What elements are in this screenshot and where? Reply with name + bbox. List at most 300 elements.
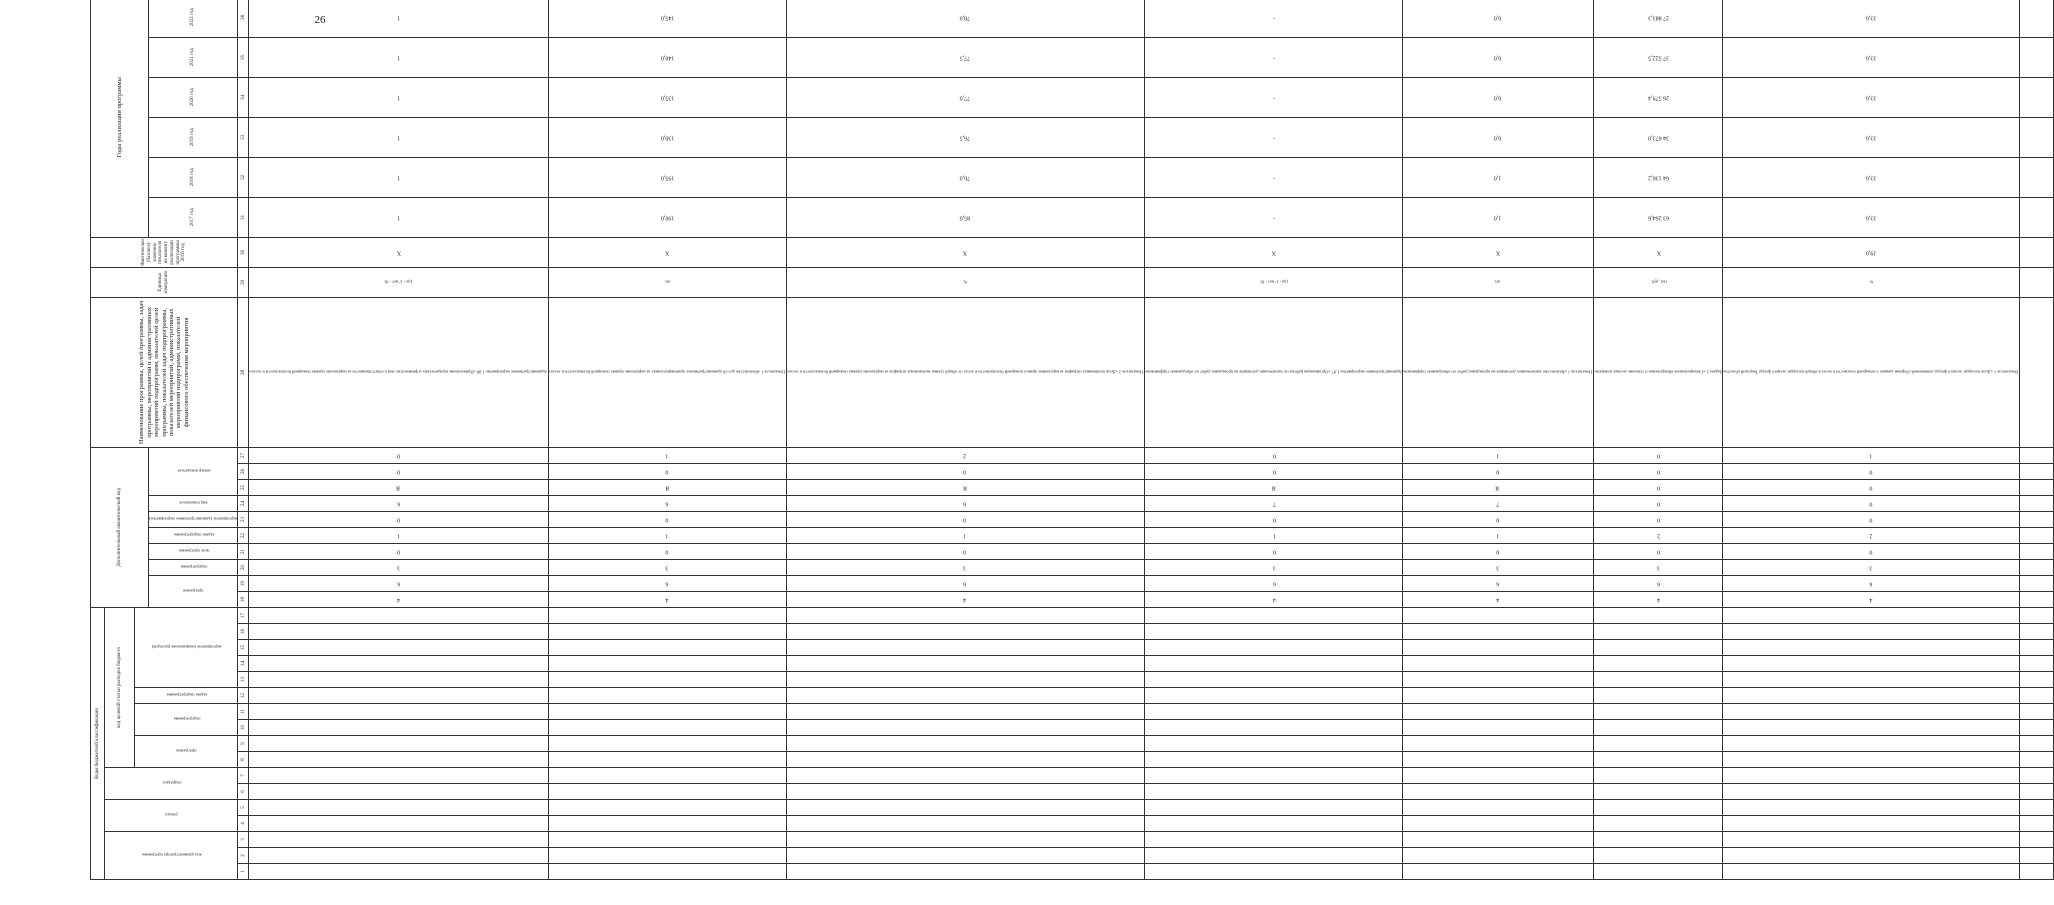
row-year-value: 33,6 [1723, 157, 2019, 197]
measure-code-header: мероприятие (направление расходов) [135, 608, 238, 688]
row-year-value: 140,0 [548, 37, 786, 77]
empty-code-cell [1594, 656, 1723, 672]
analytic-code-cell: 0 [1145, 447, 1403, 463]
empty-code-cell [548, 672, 786, 688]
year-2022-header: 2022 год [149, 0, 238, 37]
empty-code-cell [1402, 832, 1593, 848]
column-number: 14 [238, 656, 249, 672]
analytic-code-cell: Я [1402, 480, 1593, 496]
empty-code-cell [548, 848, 786, 864]
empty-code-cell [1723, 608, 2019, 624]
empty-code-cell [249, 608, 548, 624]
row-year-value: 76,5 [786, 117, 1144, 157]
analytic-code-cell: 4 [1402, 592, 1593, 608]
empty-code-cell [786, 624, 1144, 640]
analytic-code-cell: 0 [1594, 512, 1723, 528]
column-number: 5 [238, 800, 249, 816]
empty-code-cell [1402, 704, 1593, 720]
column-number: 24 [238, 496, 249, 512]
empty-code-cell [1402, 752, 1593, 768]
row-name-cell: Показатель 1 «Количество дел об административных правонарушениях за нарушение правил пожарной безопасности в лесах» [548, 297, 786, 447]
analytic-code-cell: 0 [1594, 496, 1723, 512]
rotated-table-wrapper [90, 8, 2019, 880]
row-unit-cell: шт. [548, 267, 786, 297]
column-number: 15 [238, 640, 249, 656]
analytic-code-cell: 0 [249, 512, 548, 528]
section-header: раздел [105, 800, 238, 832]
empty-code-cell [1145, 768, 1403, 784]
row-year-value: 78,0 [786, 0, 1144, 37]
empty-code-cell [1723, 848, 2019, 864]
analytic-code-cell: 4 [548, 592, 786, 608]
empty-code-cell [1402, 816, 1593, 832]
column-number: 18 [238, 592, 249, 608]
column-number: 11 [238, 704, 249, 720]
analytic-code-cell: 3 [1723, 560, 2019, 576]
row-year-value: - [1145, 0, 1403, 37]
analytic-code-cell: 3 [786, 560, 1144, 576]
column-number: 8 [238, 752, 249, 768]
empty-code-cell [786, 848, 1144, 864]
row-year-value: 195,0 [548, 157, 786, 197]
empty-code-cell [548, 736, 786, 752]
analytic-code-cell: 0 [1723, 480, 2019, 496]
analytic-code-cell: 2 [786, 447, 1144, 463]
row-name-cell: Задача 2 «Своевременное обнаружение и тушение лесных пожаров» [1594, 297, 1723, 447]
column-number: 12 [238, 688, 249, 704]
row-year-value: 1 [249, 77, 548, 117]
empty-code-cell [249, 800, 548, 816]
a-measure-header: мероприятие (административное мероприятие) [149, 512, 238, 528]
a-subprogram-header: подпрограмма [149, 560, 238, 576]
row-name-cell: Показатель 1 «Количество заключенных договоров на проведение работ по обводнению торфяников» [1402, 297, 1593, 447]
empty-code-cell [1402, 864, 1593, 880]
analytic-code-cell: 0 [1402, 464, 1593, 480]
column-number: 20 [238, 560, 249, 576]
row-year-value: 33,6 [1723, 0, 2019, 37]
row-year-value: 1 [249, 197, 548, 237]
empty-code-cell [249, 672, 548, 688]
analytic-code-cell: 1 [1402, 528, 1593, 544]
analytic-code-cell: 0 [786, 544, 1144, 560]
row-unit-cell: (да - 1/ нет - 0) [249, 267, 548, 297]
empty-code-cell [1594, 816, 1723, 832]
empty-code-cell [1594, 784, 1723, 800]
empty-code-cell [548, 656, 786, 672]
analytic-code-cell: 3 [1145, 560, 1403, 576]
empty-code-cell [1402, 624, 1593, 640]
row-year-value: 34 673,0 [1594, 117, 1723, 157]
analytic-code-cell: 3 [1594, 560, 1723, 576]
fact-column-header: Фактическое (базовое) значение показателя на момент реализации программы 2016 год [91, 237, 238, 267]
row-year-value: 63 264,6 [1594, 197, 1723, 237]
row-year-value: 26 579,4 [1594, 77, 1723, 117]
year-2021-header: 2021 год [149, 37, 238, 77]
analytic-code-cell: 0 [1723, 544, 2019, 560]
empty-code-cell [548, 768, 786, 784]
empty-code-cell [1145, 752, 1403, 768]
table-row [249, 0, 548, 880]
analytic-code-cell: 0 [786, 512, 1144, 528]
empty-code-cell [249, 768, 548, 784]
empty-code-cell [1723, 816, 2019, 832]
analytic-code-cell: Я [786, 480, 1144, 496]
empty-code-cell [786, 736, 1144, 752]
empty-code-cell [786, 832, 1144, 848]
column-number: 1 [238, 864, 249, 880]
program-code-header: программа [135, 736, 238, 768]
a-indicator-num-header: номер показателя [149, 447, 238, 495]
empty-code-cell [1723, 704, 2019, 720]
year-2018-header: 2018 год [149, 157, 238, 197]
empty-code-cell [1594, 672, 1723, 688]
empty-code-cell [1723, 624, 2019, 640]
column-number: 21 [238, 544, 249, 560]
empty-code-cell [249, 864, 548, 880]
column-number: 33 [238, 117, 249, 157]
analytic-code-cell: 7 [1402, 496, 1593, 512]
a-indicator-type-header: вид показателя [149, 496, 238, 512]
column-number: 10 [238, 720, 249, 736]
empty-code-cell [249, 736, 548, 752]
empty-code-cell [1594, 848, 1723, 864]
task-code-header: задача подпрограммы [135, 688, 238, 704]
column-number: 3 [238, 832, 249, 848]
empty-code-cell [786, 768, 1144, 784]
analytic-code-cell: 1 [1402, 447, 1593, 463]
empty-code-cell [249, 624, 548, 640]
row-unit-cell: % [1723, 267, 2019, 297]
empty-code-cell [1145, 800, 1403, 816]
empty-code-cell [249, 784, 548, 800]
empty-code-cell [1594, 752, 1723, 768]
analytic-code-cell: 0 [548, 512, 786, 528]
row-year-value: 64 130,2 [1594, 157, 1723, 197]
row-year-value: 33,6 [1723, 117, 2019, 157]
empty-code-cell [786, 720, 1144, 736]
column-number: 35 [238, 37, 249, 77]
row-fact-cell: Х [1594, 237, 1723, 267]
empty-code-cell [1145, 704, 1403, 720]
empty-code-cell [1402, 736, 1593, 752]
column-number: 17 [238, 608, 249, 624]
analytic-code-cell: 2 [1723, 528, 2019, 544]
analytic-code-cell: 4 [249, 592, 548, 608]
analytic-code-cell: 0 [1723, 464, 2019, 480]
row-year-value: 1,0 [1402, 197, 1593, 237]
empty-code-cell [1594, 608, 1723, 624]
column-number: 22 [238, 528, 249, 544]
empty-code-cell [1594, 720, 1723, 736]
row-fact-cell: Х [1145, 237, 1403, 267]
column-number: 7 [238, 768, 249, 784]
subprogram-code-header: подпрограмма [135, 704, 238, 736]
row-name-cell: Административное мероприятие 1.07 «Организация работы по заключению договоров на проведение работ по обводнению торфяников» [1145, 297, 1403, 447]
row-year-value: 77,0 [786, 77, 1144, 117]
empty-code-cell [1723, 720, 2019, 736]
row-fact-cell: Х [786, 237, 1144, 267]
empty-code-cell [548, 704, 786, 720]
analytic-code-cell: 0 [249, 544, 548, 560]
analytic-code-cell: 6 [249, 496, 548, 512]
analytic-code-cell: 6 [786, 496, 1144, 512]
empty-code-cell [1145, 720, 1403, 736]
empty-code-cell [1402, 720, 1593, 736]
empty-code-cell [1594, 800, 1723, 816]
row-year-value: 145,0 [548, 0, 786, 37]
analytic-code-cell: 0 [1145, 512, 1403, 528]
analytic-code-cell: 0 [1594, 544, 1723, 560]
column-number: 34 [238, 77, 249, 117]
column-number: 30 [238, 237, 249, 267]
column-number: 36 [238, 0, 249, 37]
empty-code-cell [1145, 688, 1403, 704]
column-number: 26 [238, 464, 249, 480]
empty-code-cell [1145, 848, 1403, 864]
analytic-code-cell: Я [548, 480, 786, 496]
row-year-value: 135,0 [548, 77, 786, 117]
empty-code-cell [1723, 640, 2019, 656]
empty-code-cell [249, 752, 548, 768]
empty-code-cell [249, 656, 548, 672]
empty-code-cell [1145, 608, 1403, 624]
addcode-group-header: Дополнительный аналитический код [91, 447, 149, 607]
empty-code-cell [786, 704, 1144, 720]
analytic-code-cell: 0 [249, 447, 548, 463]
column-number: 4 [238, 816, 249, 832]
row-year-value: 190,0 [548, 197, 786, 237]
row-year-value: 0,0 [1402, 77, 1593, 117]
empty-code-cell [249, 704, 548, 720]
column-number: 6 [238, 784, 249, 800]
row-year-value: 1,0 [1402, 157, 1593, 197]
empty-code-cell [1402, 688, 1593, 704]
analytic-code-cell: 4 [1145, 592, 1403, 608]
row-year-value: 1 [249, 0, 548, 37]
empty-code-cell [786, 672, 1144, 688]
analytic-code-cell: 3 [548, 560, 786, 576]
column-number: 13 [238, 672, 249, 688]
row-fact-cell: 19,0 [1723, 237, 2019, 267]
empty-code-cell [786, 608, 1144, 624]
row-year-value: 27 883,3 [1594, 0, 1723, 37]
empty-code-cell [1723, 784, 2019, 800]
empty-code-cell [548, 608, 786, 624]
row-fact-cell: Х [249, 237, 548, 267]
empty-code-cell [548, 784, 786, 800]
empty-row [2019, 0, 2053, 880]
empty-code-cell [1402, 768, 1593, 784]
analytic-code-cell: 2 [1594, 528, 1723, 544]
row-unit-cell: % [786, 267, 1144, 297]
empty-code-cell [548, 688, 786, 704]
table-row [1723, 0, 2019, 880]
column-number-row [238, 0, 249, 880]
empty-code-cell [1594, 704, 1723, 720]
analytic-code-cell: 4 [1723, 592, 2019, 608]
a-subprogram-task-header: задача подпрограммы [149, 528, 238, 544]
empty-code-cell [1145, 640, 1403, 656]
target-article-header: код целевой статьи расходов бюджета [105, 608, 135, 768]
unit-column-header: Единица измерения [91, 267, 238, 297]
row-year-value: - [1145, 157, 1403, 197]
table-row [1402, 0, 1593, 880]
row-year-value: 0,0 [1402, 37, 1593, 77]
empty-code-cell [786, 784, 1144, 800]
admin-code-header: код администратора программы [105, 832, 238, 880]
analytic-code-cell: 1 [1145, 528, 1403, 544]
empty-code-cell [249, 816, 548, 832]
empty-code-cell [1145, 832, 1403, 848]
row-unit-cell: (да - 1/ нет - 0) [1145, 267, 1403, 297]
empty-code-cell [1145, 784, 1403, 800]
empty-code-cell [548, 832, 786, 848]
analytic-code-cell: 0 [1723, 512, 2019, 528]
row-name-cell: Показатель 2 «Доля оплаченных штрафов за нарушение правил пожарной безопасности в лесах от общей суммы наложенных штрафов за нарушение правил пожарной безопасности в лесах» [786, 297, 1144, 447]
column-number: 27 [238, 447, 249, 463]
subsection-header: подраздел [105, 768, 238, 800]
empty-code-cell [1723, 768, 2019, 784]
empty-code-cell [1145, 864, 1403, 880]
analytic-code-cell: 0 [1145, 544, 1403, 560]
empty-code-cell [1402, 656, 1593, 672]
row-year-value: 130,0 [548, 117, 786, 157]
row-name-cell: Административное мероприятие 1.06 «Привлечение юридических и физических лиц к ответственности за нарушение правил пожарной безопасности в лесах» [249, 297, 548, 447]
analytic-code-cell: 6 [249, 576, 548, 592]
year-2017-header: 2017 год [149, 197, 238, 237]
empty-code-cell [1594, 688, 1723, 704]
analytic-code-cell: 0 [1594, 447, 1723, 463]
row-unit-cell: тыс. руб. [1594, 267, 1723, 297]
row-year-value: 33,6 [1723, 197, 2019, 237]
empty-code-cell [548, 864, 786, 880]
column-number: 16 [238, 624, 249, 640]
row-year-value: - [1145, 37, 1403, 77]
analytic-code-cell: 0 [1594, 464, 1723, 480]
analytic-code-cell: 1 [249, 528, 548, 544]
analytic-code-cell: 0 [1723, 496, 2019, 512]
row-year-value: 76,0 [786, 157, 1144, 197]
analytic-code-cell: 1 [548, 528, 786, 544]
analytic-code-cell: 6 [1145, 576, 1403, 592]
analytic-code-cell: 1 [1723, 447, 2019, 463]
analytic-code-cell: 3 [1402, 560, 1593, 576]
analytic-code-cell: 6 [1594, 576, 1723, 592]
analytic-code-cell: 4 [1594, 592, 1723, 608]
analytic-code-cell: 6 [548, 576, 786, 592]
empty-code-cell [1723, 736, 2019, 752]
column-number: 29 [238, 267, 249, 297]
empty-code-cell [786, 656, 1144, 672]
empty-code-cell [548, 624, 786, 640]
empty-code-cell [548, 720, 786, 736]
analytic-code-cell: 0 [1145, 464, 1403, 480]
analytic-code-cell: 6 [1402, 576, 1593, 592]
empty-code-cell [249, 688, 548, 704]
program-table [90, 0, 2054, 880]
empty-code-cell [1723, 672, 2019, 688]
empty-code-cell [1594, 624, 1723, 640]
empty-code-cell [1723, 832, 2019, 848]
row-name-cell: Показатель 1 «Доля площади лесного фонда, охваченной сборами данных о пожарной опасности в лесах в общей площади лесного фонда Тверской области» [1723, 297, 2019, 447]
analytic-code-cell: 1 [786, 528, 1144, 544]
year-2020-header: 2020 год [149, 77, 238, 117]
analytic-code-cell: 7 [1145, 496, 1403, 512]
empty-code-cell [1594, 832, 1723, 848]
codes-group-header: Коды бюджетной классификации [91, 608, 105, 880]
analytic-code-cell: 4 [786, 592, 1144, 608]
table-row [1594, 0, 1723, 880]
analytic-code-cell: 3 [249, 560, 548, 576]
column-number: 28 [238, 297, 249, 447]
empty-code-cell [548, 640, 786, 656]
analytic-code-cell: 0 [548, 464, 786, 480]
empty-code-cell [786, 800, 1144, 816]
empty-code-cell [249, 848, 548, 864]
table-row [1145, 0, 1403, 880]
row-year-value: 85,0 [786, 197, 1144, 237]
row-year-value: - [1145, 197, 1403, 237]
empty-code-cell [1402, 608, 1593, 624]
empty-code-cell [1594, 768, 1723, 784]
empty-code-cell [786, 864, 1144, 880]
empty-code-cell [1402, 848, 1593, 864]
empty-code-cell [1402, 640, 1593, 656]
empty-code-cell [1145, 816, 1403, 832]
analytic-code-cell: 6 [548, 496, 786, 512]
column-number: 31 [238, 197, 249, 237]
empty-code-cell [249, 832, 548, 848]
empty-code-cell [548, 800, 786, 816]
column-number: 25 [238, 480, 249, 496]
empty-code-cell [1402, 800, 1593, 816]
empty-code-cell [1145, 736, 1403, 752]
column-number: 23 [238, 512, 249, 528]
empty-code-cell [1594, 640, 1723, 656]
row-year-value: 1 [249, 37, 548, 77]
name-column-header: Наименование программы, целей программы, задач программы, мероприятий и административных мероприятий подпрограмм, показателей целей программы, показателей задач подпрограммы, показателей мероприятий, административных мероприятий подпрограмм, показателей финансового обеспечения мероприятия [91, 297, 238, 447]
column-number: 2 [238, 848, 249, 864]
empty-code-cell [1723, 656, 2019, 672]
empty-code-cell [1402, 672, 1593, 688]
empty-code-cell [1723, 752, 2019, 768]
row-fact-cell: Х [1402, 237, 1593, 267]
row-year-value: 33,6 [1723, 77, 2019, 117]
analytic-code-cell: 0 [786, 464, 1144, 480]
analytic-code-cell: 0 [249, 464, 548, 480]
analytic-code-cell: Я [1145, 480, 1403, 496]
row-year-value: 77,5 [786, 37, 1144, 77]
table-row [548, 0, 786, 880]
empty-code-cell [786, 640, 1144, 656]
empty-code-cell [1145, 624, 1403, 640]
row-year-value: - [1145, 117, 1403, 157]
row-year-value: 1 [249, 157, 548, 197]
column-number: 32 [238, 157, 249, 197]
row-year-value: - [1145, 77, 1403, 117]
analytic-code-cell: 1 [548, 447, 786, 463]
row-fact-cell: Х [548, 237, 786, 267]
empty-code-cell [786, 752, 1144, 768]
years-group-header: Годы реализации программы [91, 0, 149, 237]
empty-code-cell [548, 752, 786, 768]
analytic-code-cell: 0 [1594, 480, 1723, 496]
empty-code-cell [786, 816, 1144, 832]
a-program-goal-header: цель программы [149, 544, 238, 560]
empty-code-cell [1594, 736, 1723, 752]
column-number: 9 [238, 736, 249, 752]
analytic-code-cell: 0 [1402, 544, 1593, 560]
